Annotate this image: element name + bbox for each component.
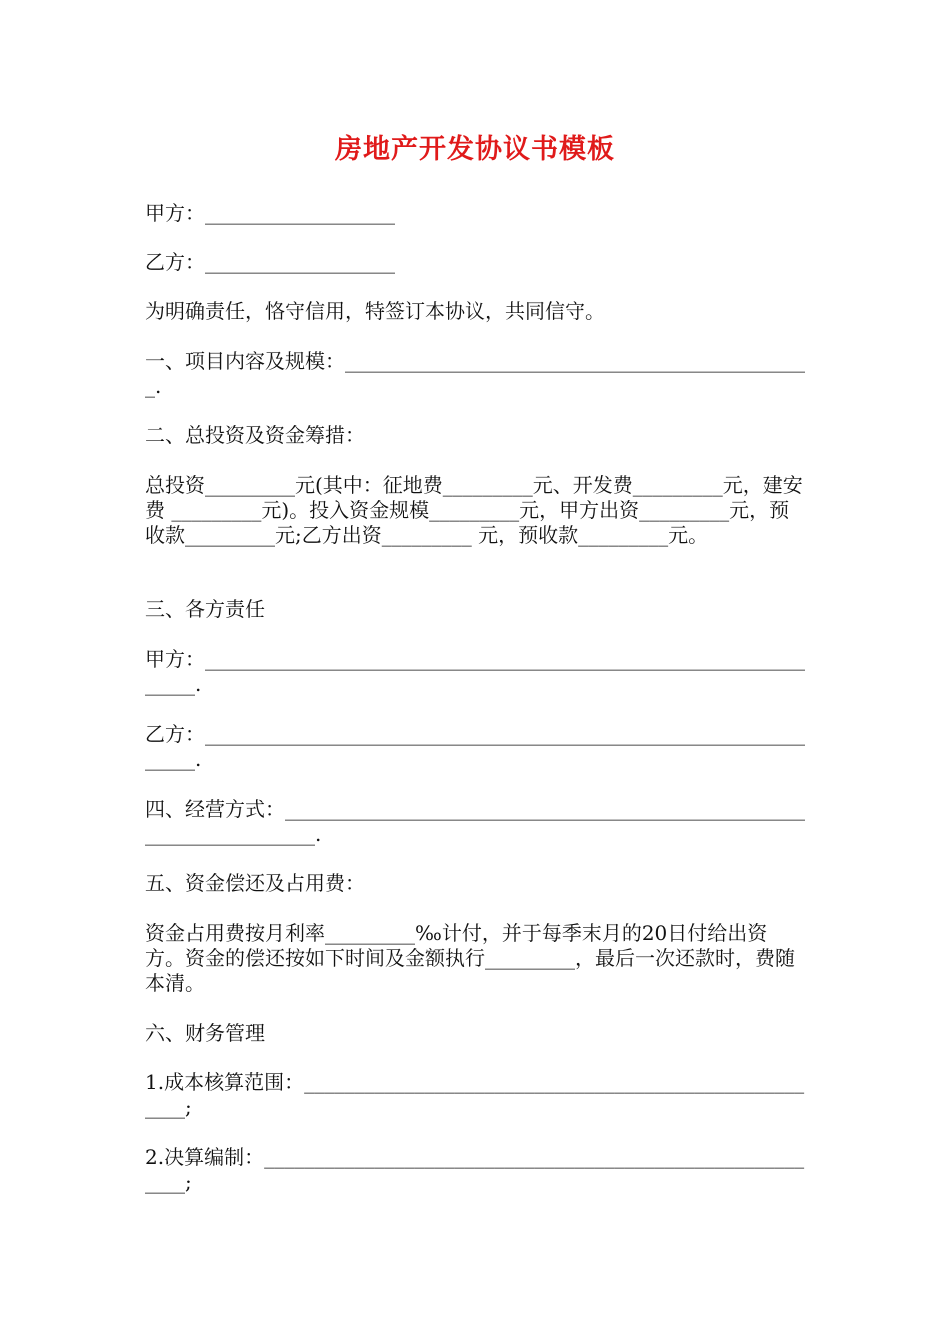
section-3-heading: 三、各方责任	[145, 597, 265, 621]
section-5-heading: 五、资金偿还及占用费：	[145, 871, 365, 895]
party-b-line: 乙方：___________________	[145, 250, 395, 274]
section-2-heading: 二、总投资及资金筹措：	[145, 423, 365, 447]
section-2-body: 总投资_________元(其中：征地费_________元、开发费_________元，建安费 _________元)。投入资金规模_________元，甲方出资_________元，预收款_________元;乙方出资_________ 元，预收款_________元。	[145, 473, 803, 547]
page-title: 房地产开发协议书模板	[335, 134, 615, 165]
intro-paragraph: 为明确责任，恪守信用，特签订本协议，共同信守。	[145, 299, 605, 323]
section-3-party-b: 乙方：_________________________________________________________________.	[145, 722, 805, 771]
section-6-heading: 六、财务管理	[145, 1021, 265, 1045]
section-6-item-1: 1.成本核算范围：______________________________________________________;	[145, 1070, 805, 1119]
section-4-operation-mode: 四、经营方式：_____________________________________________________________________.	[145, 797, 805, 846]
party-a-line: 甲方：___________________	[145, 201, 395, 225]
section-5-body: 资金占用费按月利率_________‰计付，并于每季末月的20日付给出资方。资金的偿还按如下时间及金额执行_________，最后一次还款时，费随本清。	[145, 921, 795, 995]
section-6-item-2: 2.决算编制：__________________________________________________________;	[145, 1145, 805, 1194]
section-3-party-a: 甲方：_________________________________________________________________.	[145, 647, 805, 696]
section-1-project-scope: 一、项目内容及规模：_______________________________________________.	[145, 349, 805, 398]
